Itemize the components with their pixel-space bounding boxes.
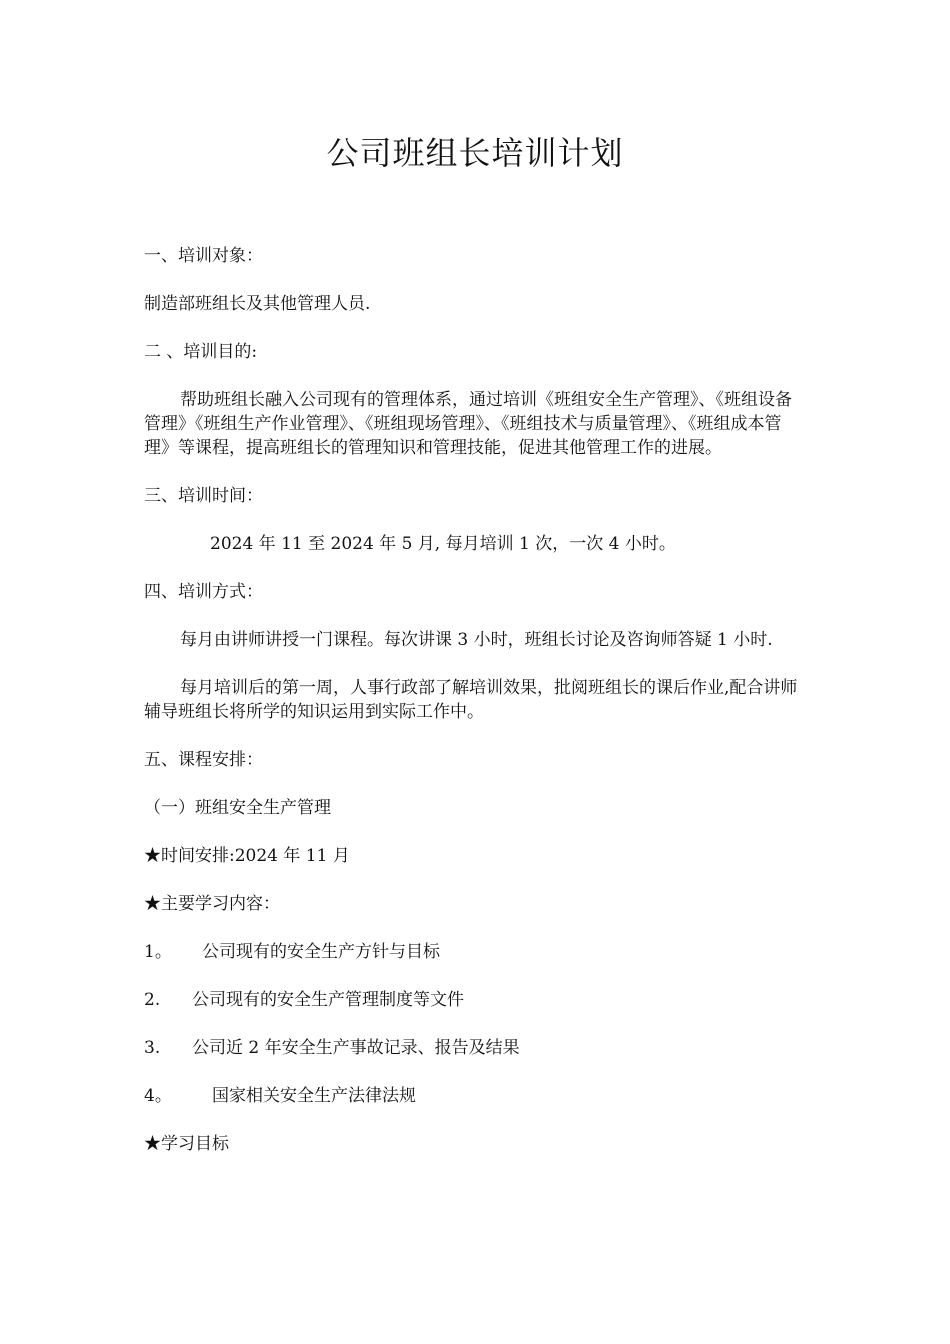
section-3-heading: 三、培训时间： [144, 486, 263, 506]
list-item-number: 3. [144, 1038, 161, 1058]
list-item-text: 公司近 2 年安全生产事故记录、报告及结果 [192, 1038, 520, 1058]
list-item-number: 4。 [144, 1086, 172, 1106]
course-1-item-1 [144, 940, 804, 964]
document-body [144, 244, 804, 1180]
section-1-text: 制造部班组长及其他管理人员. [144, 294, 371, 314]
section-2-text: 帮助班组长融入公司现有的管理体系，通过培训《班组安全生产管理》、《班组设备管理》《班组生产作业管理》、《班组现场管理》、《班组技术与质量管理》、《班组成本管理》等课程，提高班组长的管理知识和管理技能，促进其他管理工作的进展。 [144, 390, 792, 458]
list-item-number: 1。 [144, 942, 172, 962]
section-4-text-2: 每月培训后的第一周，人事行政部了解培训效果，批阅班组长的课后作业,配合讲师辅导班组长将所学的知识运用到实际工作中。 [144, 678, 798, 722]
list-item-text: 国家相关安全生产法律法规 [212, 1086, 416, 1106]
document-title: 公司班组长培训计划 [326, 134, 624, 172]
section-4-text-1: 每月由讲师讲授一门课程。每次讲课 3 小时，班组长讨论及咨询师答疑 1 小时. [180, 630, 773, 650]
section-1-heading: 一、培训对象： [144, 246, 263, 266]
list-item-number: 2. [144, 990, 161, 1010]
section-5-heading: 五、课程安排： [144, 750, 263, 770]
course-1-item-4 [144, 1084, 804, 1108]
course-1-title: （一）班组安全生产管理 [144, 798, 331, 818]
list-item-text: 公司现有的安全生产管理制度等文件 [192, 990, 464, 1010]
list-item-text: 公司现有的安全生产方针与目标 [202, 942, 440, 962]
section-4-heading: 四、培训方式： [144, 582, 263, 602]
course-1-time: ★时间安排:2024 年 11 月 [144, 846, 350, 866]
section-3-text: 2024 年 11 至 2024 年 5 月, 每月培训 1 次，一次 4 小时。 [210, 534, 676, 554]
course-1-item-3 [144, 1036, 804, 1060]
course-1-item-2 [144, 988, 804, 1012]
section-2-heading: 二 、培训目的: [144, 342, 258, 362]
course-1-content-heading: ★主要学习内容： [144, 894, 280, 914]
course-1-goal-heading: ★学习目标 [144, 1134, 229, 1154]
